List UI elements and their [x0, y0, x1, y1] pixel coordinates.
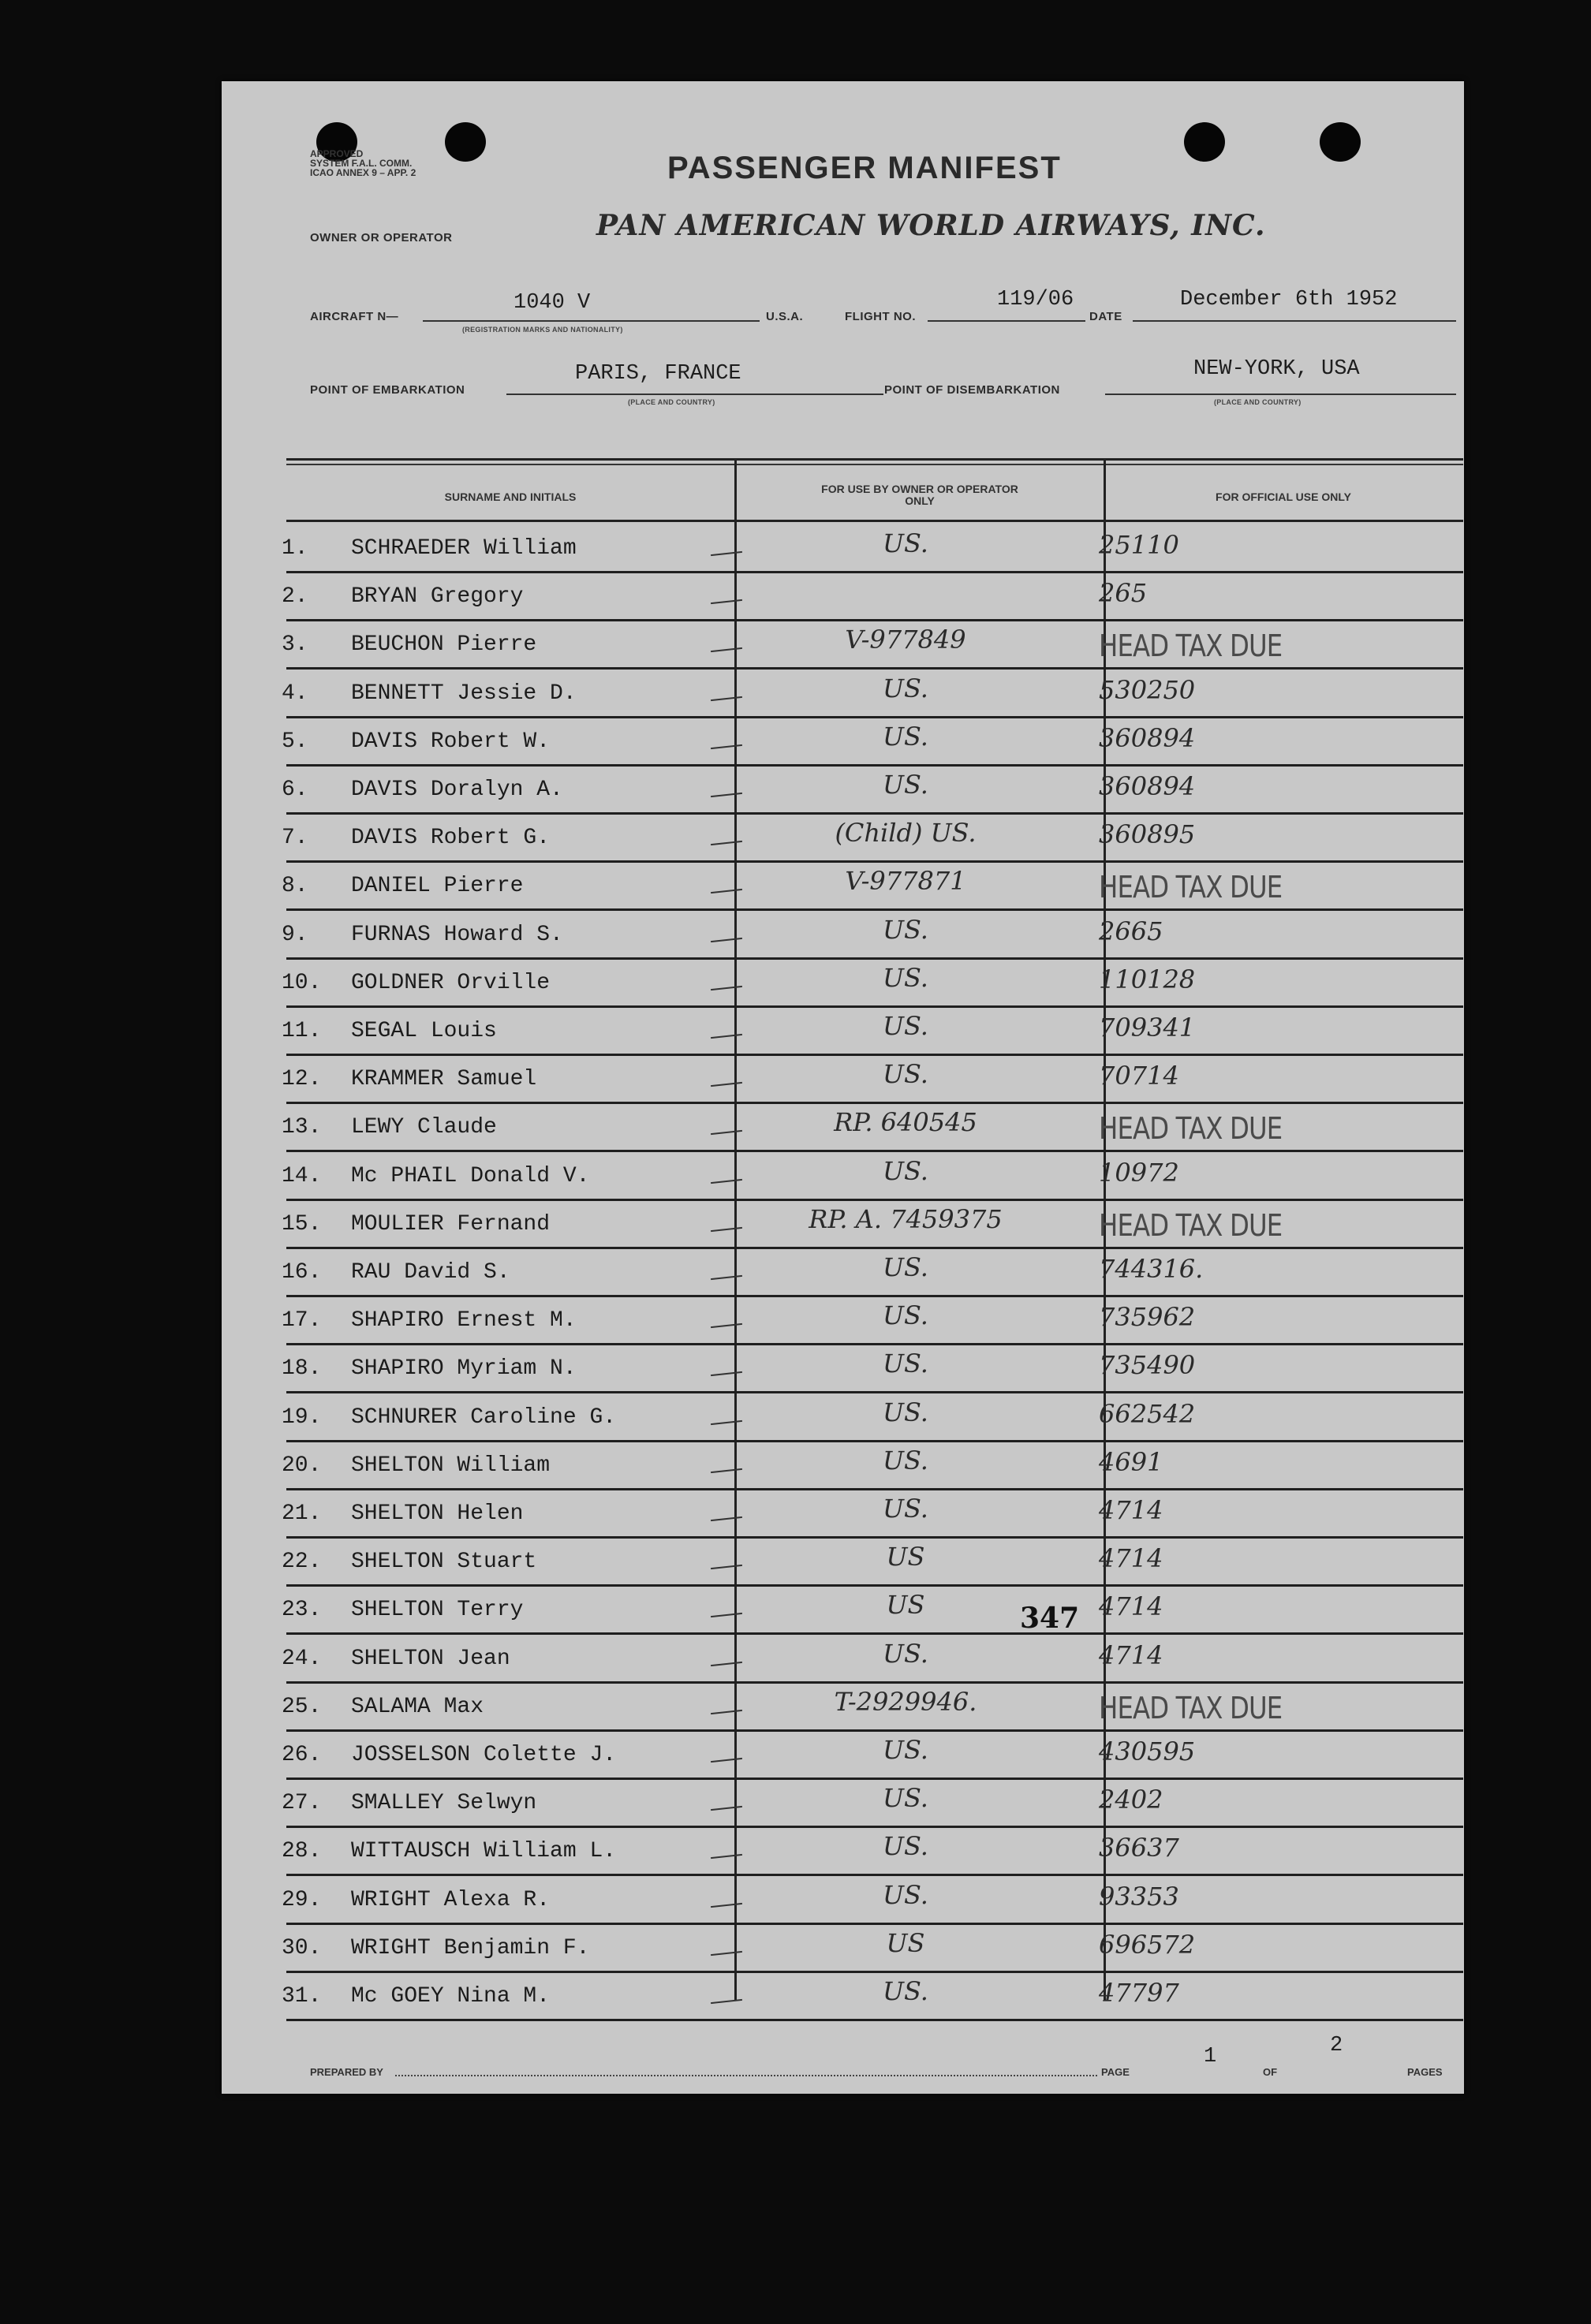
- row-number: 27.: [282, 1791, 322, 1816]
- passenger-name: DAVIS Robert W.: [351, 729, 551, 754]
- embarkation-sub: (PLACE AND COUNTRY): [628, 398, 715, 406]
- passenger-row: [282, 1104, 1463, 1152]
- passenger-row: [282, 525, 1463, 573]
- row-number: 31.: [282, 1984, 322, 2009]
- official-use-entry: 36637: [1099, 1833, 1179, 1863]
- row-number: 5.: [282, 729, 308, 754]
- passenger-row: [282, 1490, 1463, 1539]
- owner-use-entry: US.: [883, 1976, 928, 2006]
- passenger-name: SHELTON William: [351, 1453, 551, 1478]
- disembarkation-label: POINT OF DISEMBARKATION: [884, 383, 1060, 397]
- official-use-entry: 110128: [1099, 964, 1196, 994]
- official-use-entry: 2402: [1099, 1785, 1163, 1815]
- passenger-name: BRYAN Gregory: [351, 584, 524, 610]
- owner-use-entry: US.: [883, 1638, 928, 1669]
- owner-use-entry: US: [886, 1542, 925, 1572]
- passenger-row: [282, 718, 1463, 767]
- passenger-row: [282, 1153, 1463, 1201]
- row-number: 22.: [282, 1550, 322, 1575]
- owner-use-entry: US.: [883, 914, 928, 945]
- punch-hole: [1320, 122, 1361, 162]
- row-number: 2.: [282, 584, 308, 610]
- row-number: 16.: [282, 1260, 322, 1285]
- owner-use-entry: V-977871: [845, 866, 966, 897]
- row-number: 1.: [282, 536, 308, 561]
- passenger-row: [282, 960, 1463, 1008]
- manifest-sheet: [222, 81, 1464, 2094]
- passenger-row: [282, 767, 1463, 815]
- flight-value: 119/06: [997, 288, 1074, 311]
- official-use-entry: 93353: [1099, 1881, 1179, 1912]
- row-number: 10.: [282, 970, 322, 995]
- passenger-row: [282, 1925, 1463, 1973]
- page-value: 1: [1204, 2045, 1217, 2068]
- count-mark: 347: [1020, 1602, 1080, 1635]
- passenger-row: [282, 1732, 1463, 1780]
- official-use-entry: 735490: [1099, 1350, 1196, 1381]
- owner-use-entry: US.: [883, 1783, 928, 1814]
- passenger-row: [282, 1345, 1463, 1393]
- passenger-table: [282, 458, 1463, 2009]
- passenger-name: Mc GOEY Nina M.: [351, 1984, 551, 2009]
- prepared-by-label: PREPARED BY: [310, 2066, 383, 2078]
- head-tax-stamp: HEAD TAX DUE: [1099, 870, 1283, 905]
- owner-use-entry: US.: [883, 1349, 928, 1379]
- passenger-row: [282, 1684, 1463, 1732]
- aircraft-value: 1040 V: [514, 291, 591, 315]
- owner-use-entry: US.: [883, 528, 928, 558]
- passenger-row: [282, 1877, 1463, 1925]
- head-tax-stamp: HEAD TAX DUE: [1099, 1207, 1283, 1243]
- row-number: 8.: [282, 874, 308, 899]
- embarkation-value: PARIS, FRANCE: [575, 362, 741, 386]
- official-use-entry: 430595: [1099, 1736, 1196, 1766]
- official-use-entry: 360895: [1099, 819, 1196, 850]
- head-tax-stamp: HEAD TAX DUE: [1099, 1690, 1283, 1725]
- page-label: PAGE: [1101, 2066, 1130, 2078]
- row-number: 9.: [282, 922, 308, 947]
- passenger-name: SCHNURER Caroline G.: [351, 1404, 617, 1430]
- row-number: 17.: [282, 1308, 322, 1334]
- row-number: 4.: [282, 681, 308, 706]
- of-label: OF: [1263, 2066, 1278, 2078]
- owner-use-entry: US.: [883, 1011, 928, 1041]
- owner-use-entry: US.: [883, 1831, 928, 1862]
- passenger-name: DAVIS Robert G.: [351, 826, 551, 851]
- official-use-entry: 4691: [1099, 1446, 1163, 1477]
- owner-use-entry: US.: [883, 1494, 928, 1524]
- embarkation-label: POINT OF EMBARKATION: [310, 383, 465, 397]
- passenger-row: [282, 1587, 1463, 1635]
- head-tax-stamp: HEAD TAX DUE: [1099, 629, 1283, 664]
- passenger-name: WRIGHT Alexa R.: [351, 1887, 551, 1912]
- column-header-owner: FOR USE BY OWNER OR OPERATOR ONLY: [821, 483, 1018, 507]
- owner-use-entry: US.: [883, 673, 928, 703]
- passenger-name: SHAPIRO Ernest M.: [351, 1308, 577, 1334]
- owner-use-entry: US.: [883, 1879, 928, 1910]
- owner-use-entry: RP. 640545: [834, 1107, 977, 1138]
- owner-use-entry: US.: [883, 1300, 928, 1331]
- passenger-row: [282, 912, 1463, 960]
- head-tax-stamp: HEAD TAX DUE: [1099, 1111, 1283, 1147]
- row-number: 26.: [282, 1743, 322, 1767]
- official-use-entry: 744316.: [1099, 1254, 1204, 1284]
- owner-use-entry: US.: [883, 721, 928, 752]
- usa-label: U.S.A.: [766, 310, 804, 323]
- passenger-name: FURNAS Howard S.: [351, 922, 563, 947]
- passenger-row: [282, 1394, 1463, 1442]
- row-number: 25.: [282, 1694, 322, 1719]
- row-number: 18.: [282, 1356, 322, 1382]
- passenger-name: SCHRAEDER William: [351, 536, 577, 561]
- owner-use-entry: US.: [883, 1252, 928, 1282]
- passenger-row: [282, 621, 1463, 670]
- official-use-entry: 709341: [1099, 1013, 1196, 1043]
- row-number: 7.: [282, 826, 308, 851]
- passenger-name: SALAMA Max: [351, 1694, 484, 1719]
- passenger-row: [282, 573, 1463, 621]
- passenger-row: [282, 1008, 1463, 1056]
- official-use-entry: 4714: [1099, 1591, 1163, 1622]
- owner-use-entry: (Child) US.: [835, 818, 977, 849]
- approval-line: SYSTEM F.A.L. COMM.: [310, 158, 413, 169]
- row-number: 30.: [282, 1935, 322, 1960]
- passenger-row: [282, 1056, 1463, 1104]
- check-tick: [711, 599, 742, 604]
- row-number: 29.: [282, 1887, 322, 1912]
- passenger-row: [282, 1780, 1463, 1828]
- passenger-name: LEWY Claude: [351, 1115, 497, 1140]
- passenger-row: [282, 1828, 1463, 1876]
- aircraft-label: AIRCRAFT N—: [310, 310, 399, 323]
- approval-line: ICAO ANNEX 9 – APP. 2: [310, 167, 416, 178]
- official-use-entry: 530250: [1099, 674, 1196, 705]
- passenger-name: SHELTON Jean: [351, 1646, 510, 1671]
- passenger-name: KRAMMER Samuel: [351, 1067, 537, 1092]
- form-title: PASSENGER MANIFEST: [667, 151, 1062, 185]
- passenger-name: BEUCHON Pierre: [351, 632, 537, 658]
- official-use-entry: 696572: [1099, 1929, 1196, 1960]
- official-use-entry: 10972: [1099, 1157, 1179, 1188]
- official-use-entry: 4714: [1099, 1639, 1163, 1670]
- passenger-row: [282, 1442, 1463, 1490]
- row-number: 11.: [282, 1019, 322, 1043]
- row-number: 21.: [282, 1501, 322, 1526]
- passenger-name: DAVIS Doralyn A.: [351, 778, 563, 802]
- passenger-row: [282, 670, 1463, 718]
- flight-label: FLIGHT NO.: [845, 310, 916, 323]
- owner-use-entry: US.: [883, 770, 928, 800]
- owner-label: OWNER OR OPERATOR: [310, 231, 453, 244]
- passenger-name: MOULIER Fernand: [351, 1211, 551, 1237]
- passenger-name: SHELTON Helen: [351, 1501, 524, 1526]
- official-use-entry: 25110: [1099, 530, 1179, 560]
- passenger-row: [282, 1539, 1463, 1587]
- owner-use-entry: US: [886, 1590, 925, 1621]
- passenger-name: Mc PHAIL Donald V.: [351, 1163, 590, 1188]
- row-number: 15.: [282, 1211, 322, 1237]
- pages-label: PAGES: [1407, 2066, 1443, 2078]
- aircraft-sub: (REGISTRATION MARKS AND NATIONALITY): [462, 326, 623, 334]
- passenger-name: GOLDNER Orville: [351, 970, 551, 995]
- row-number: 3.: [282, 632, 308, 658]
- punch-hole: [445, 122, 486, 162]
- owner-use-entry: US.: [883, 1735, 928, 1765]
- passenger-name: SHELTON Stuart: [351, 1550, 537, 1575]
- passenger-name: BENNETT Jessie D.: [351, 681, 577, 706]
- row-number: 24.: [282, 1646, 322, 1671]
- row-number: 20.: [282, 1453, 322, 1478]
- passenger-row: [282, 1249, 1463, 1297]
- owner-use-entry: US.: [883, 1397, 928, 1427]
- official-use-entry: 2665: [1099, 916, 1163, 946]
- disembarkation-value: NEW-YORK, USA: [1193, 357, 1360, 381]
- owner-use-entry: US.: [883, 1155, 928, 1186]
- row-number: 19.: [282, 1404, 322, 1430]
- passenger-name: WRIGHT Benjamin F.: [351, 1935, 590, 1960]
- passenger-row: [282, 863, 1463, 911]
- airline-name: PAN AMERICAN WORLD AIRWAYS, INC.: [596, 209, 1266, 242]
- row-number: 28.: [282, 1839, 322, 1864]
- passenger-row: [282, 1973, 1463, 2021]
- passenger-row: [282, 1636, 1463, 1684]
- official-use-entry: 4714: [1099, 1543, 1163, 1574]
- disembarkation-sub: (PLACE AND COUNTRY): [1214, 398, 1302, 406]
- row-number: 14.: [282, 1163, 322, 1188]
- official-use-entry: 735962: [1099, 1302, 1196, 1333]
- date-label: DATE: [1089, 310, 1122, 323]
- row-number: 6.: [282, 778, 308, 802]
- passenger-name: JOSSELSON Colette J.: [351, 1743, 617, 1767]
- date-value: December 6th 1952: [1180, 288, 1398, 311]
- owner-use-entry: US.: [883, 1445, 928, 1475]
- column-header-official: FOR OFFICIAL USE ONLY: [1216, 491, 1351, 503]
- official-use-entry: 4714: [1099, 1495, 1163, 1525]
- passenger-name: DANIEL Pierre: [351, 874, 524, 899]
- owner-use-entry: US.: [883, 1059, 928, 1090]
- passenger-name: SEGAL Louis: [351, 1019, 497, 1043]
- official-use-entry: 70714: [1099, 1061, 1179, 1091]
- official-use-entry: 265: [1099, 578, 1148, 609]
- pages-value: 2: [1330, 2034, 1343, 2057]
- official-use-entry: 360894: [1099, 771, 1196, 801]
- passenger-name: SHAPIRO Myriam N.: [351, 1356, 577, 1382]
- passenger-name: SMALLEY Selwyn: [351, 1791, 537, 1816]
- punch-hole: [1184, 122, 1225, 162]
- owner-use-entry: US: [886, 1927, 925, 1958]
- passenger-name: SHELTON Terry: [351, 1598, 524, 1623]
- owner-use-entry: V-977849: [845, 625, 966, 655]
- owner-use-entry: RP. A. 7459375: [809, 1203, 1003, 1234]
- owner-use-entry: US.: [883, 962, 928, 993]
- passenger-row: [282, 815, 1463, 863]
- column-header-name: SURNAME AND INITIALS: [444, 491, 577, 503]
- owner-use-entry: T-2929946.: [834, 1686, 977, 1717]
- row-number: 13.: [282, 1115, 322, 1140]
- official-use-entry: 662542: [1099, 1398, 1196, 1429]
- row-number: 23.: [282, 1598, 322, 1623]
- official-use-entry: 360894: [1099, 722, 1196, 753]
- passenger-row: [282, 1297, 1463, 1345]
- approval-line: APPROVED: [310, 148, 364, 159]
- official-use-entry: 47797: [1099, 1978, 1179, 2008]
- approval-note: [310, 149, 416, 177]
- passenger-name: WITTAUSCH William L.: [351, 1839, 617, 1864]
- passenger-row: [282, 1201, 1463, 1249]
- passenger-name: RAU David S.: [351, 1260, 510, 1285]
- row-number: 12.: [282, 1067, 322, 1092]
